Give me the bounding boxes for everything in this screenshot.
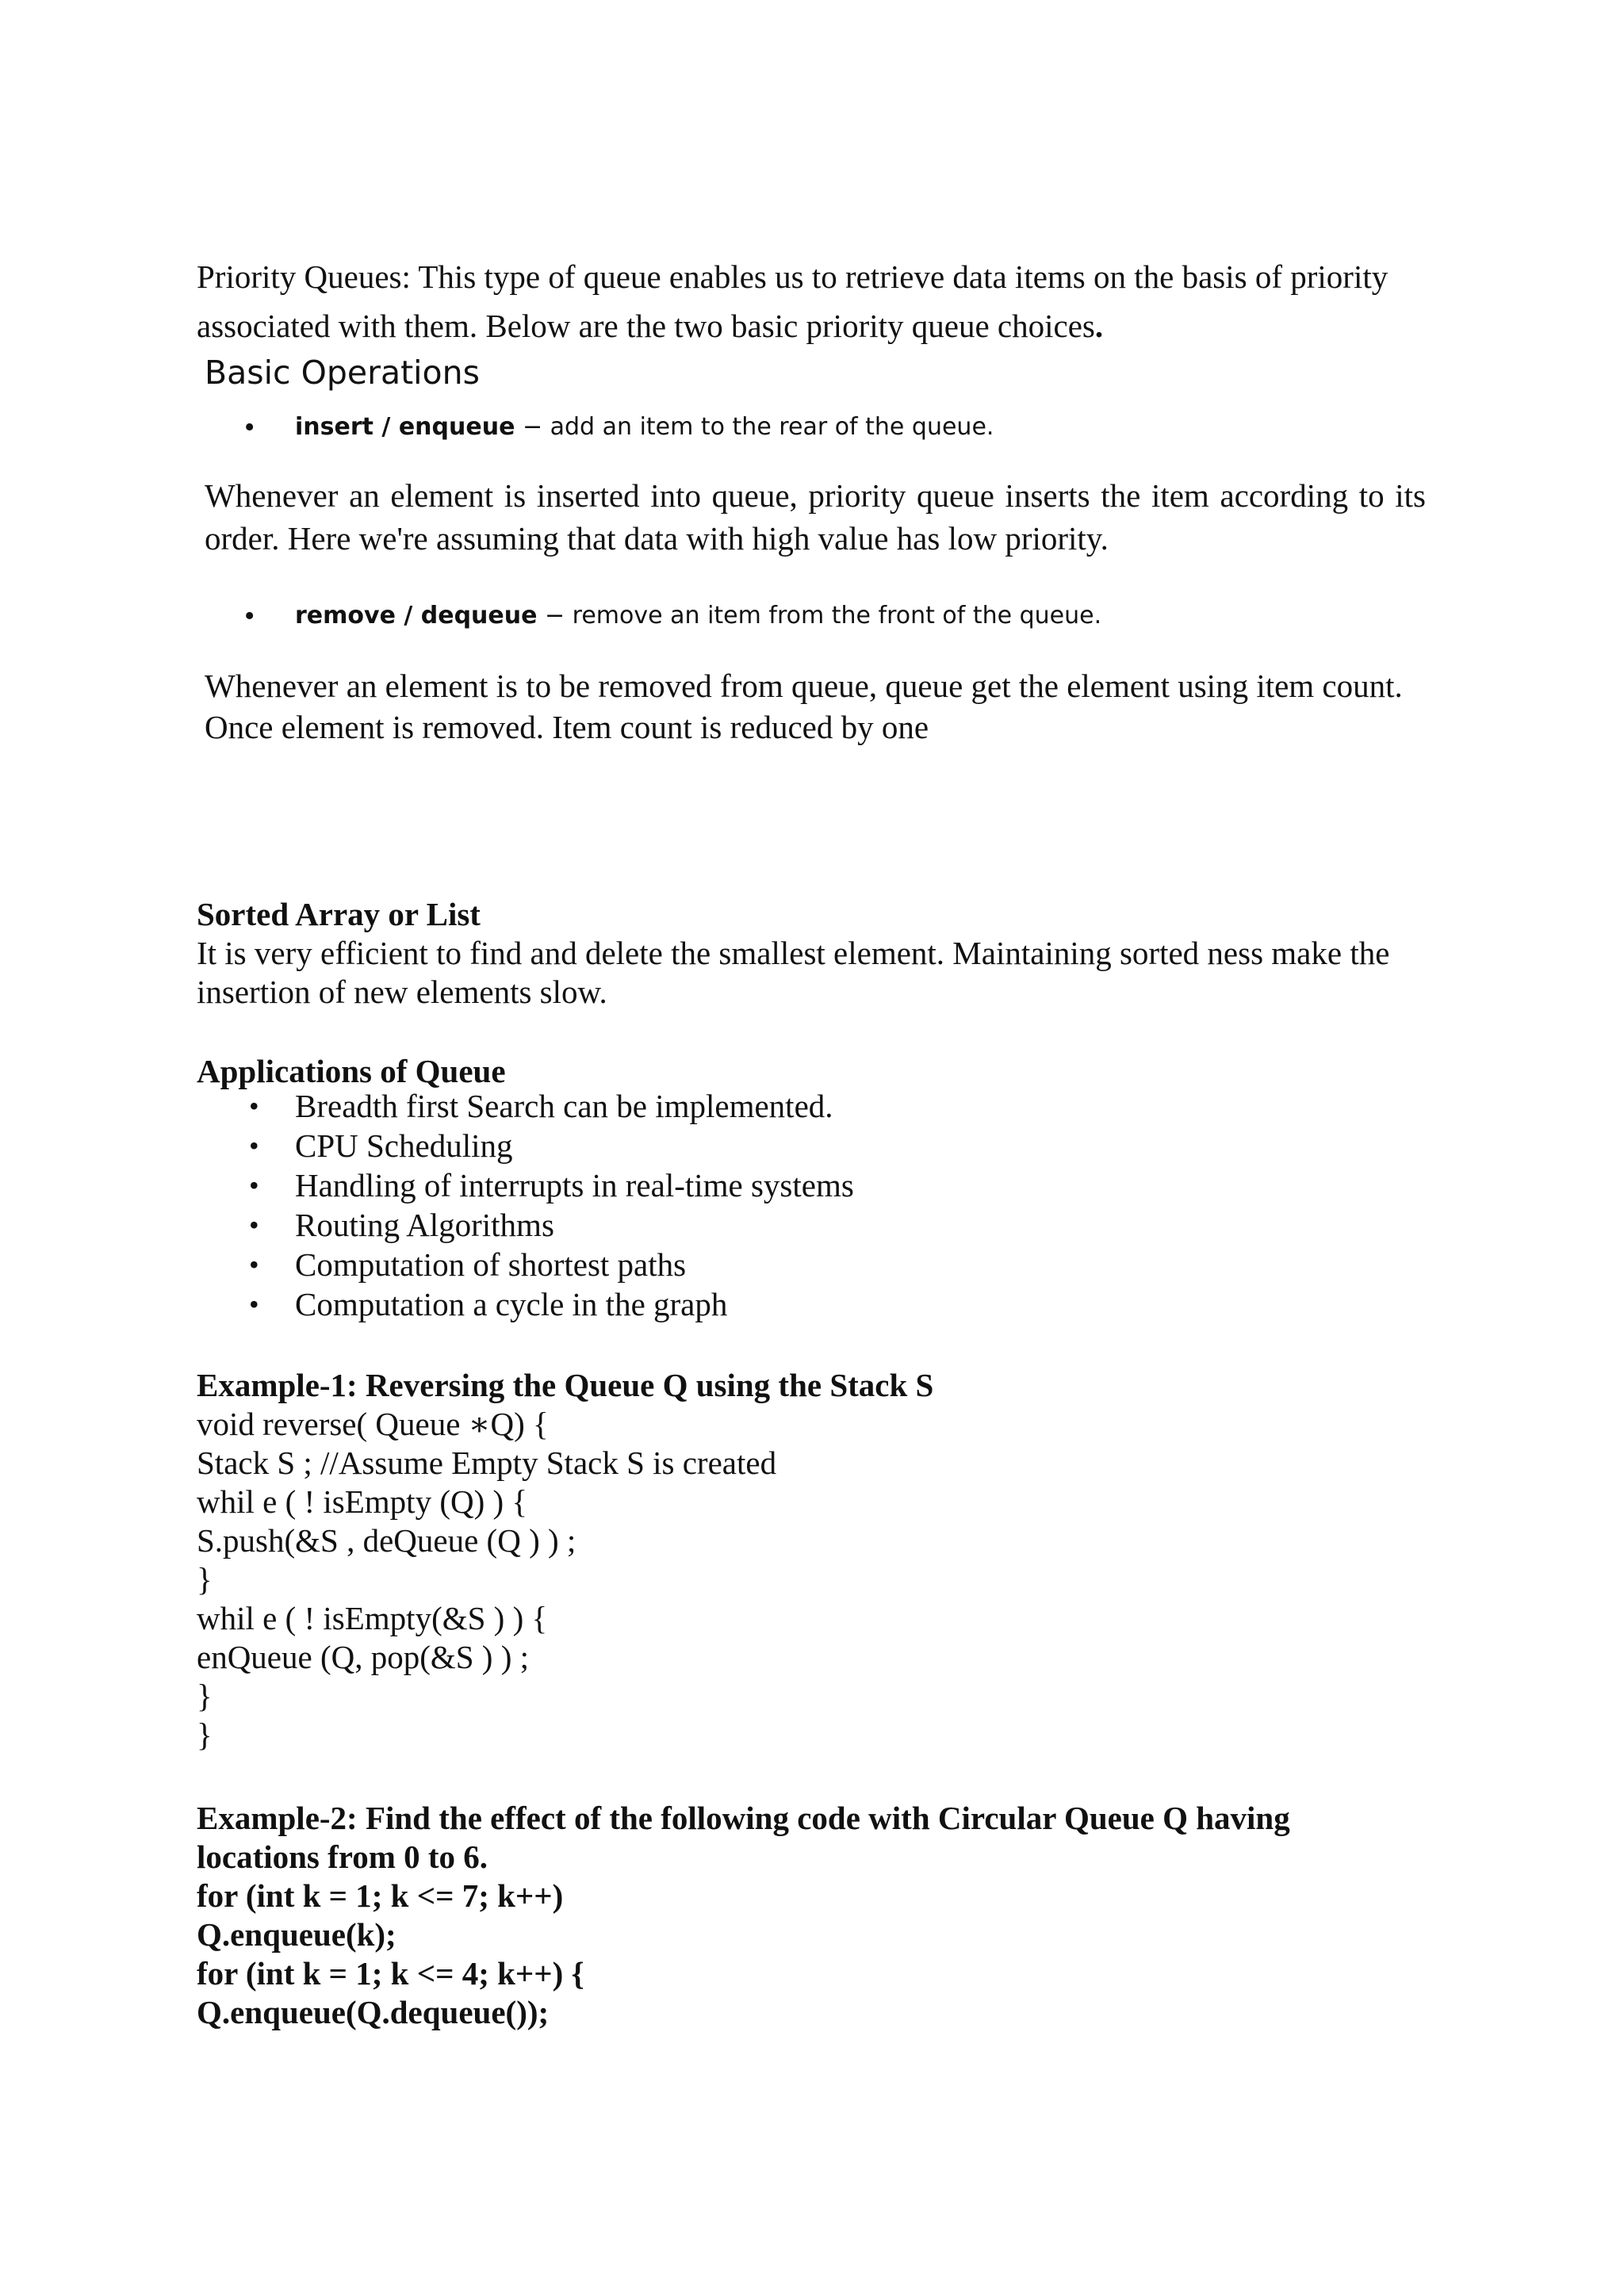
operation-description: − add an item to the rear of the queue. (515, 413, 994, 441)
code-line: } (197, 1561, 213, 1598)
intro-line-2: associated with them. Below are the two basic priority queue choices. (197, 308, 1104, 344)
bullet-icon: • (244, 599, 255, 633)
basic-operations-heading: Basic Operations (205, 354, 480, 392)
operation-description: − remove an item from the front of the queue. (537, 602, 1102, 629)
code-line: void reverse( Queue ∗Q) { (197, 1406, 549, 1442)
list-item: • CPU Scheduling (249, 1127, 513, 1164)
code-line: Q.enqueue(k); (197, 1916, 396, 1953)
code-line: Stack S ; //Assume Empty Stack S is created (197, 1445, 777, 1481)
bullet-icon: • (249, 1288, 259, 1320)
intro-line-1: Priority Queues: This type of queue enables us to retrieve data items on the basis of priority (197, 258, 1388, 295)
code-line: } (197, 1716, 213, 1753)
list-item: • Computation a cycle in the graph (249, 1286, 728, 1322)
code-line: S.push(&S , deQueue (Q ) ) ; (197, 1522, 576, 1559)
example-2-heading-line-1: Example-2: Find the effect of the following code with Circular Queue Q having (197, 1800, 1290, 1836)
example-1-heading: Example-1: Reversing the Queue Q using the Stack S (197, 1367, 934, 1403)
code-line: enQueue (Q, pop(&S ) ) ; (197, 1639, 530, 1675)
list-item: • Breadth first Search can be implemented. (249, 1088, 833, 1124)
sorted-array-heading: Sorted Array or List (197, 896, 481, 932)
bullet-icon: • (249, 1130, 259, 1161)
code-line: Q.enqueue(Q.dequeue()); (197, 1994, 550, 2030)
example-2-heading-line-2: locations from 0 to 6. (197, 1839, 488, 1875)
bullet-icon: • (249, 1169, 259, 1201)
code-line: for (int k = 1; k <= 4; k++) { (197, 1955, 584, 1992)
operation-term: insert / enqueue (295, 413, 515, 441)
operation-term: remove / dequeue (295, 602, 538, 629)
code-line: } (197, 1678, 213, 1714)
bullet-icon: • (244, 411, 255, 444)
code-line: for (int k = 1; k <= 7; k++) (197, 1877, 564, 1914)
remove-explanation-line-2: Once element is removed. Item count is reduced by one (205, 709, 929, 745)
code-line: whil e ( ! isEmpty (Q) ) { (197, 1483, 528, 1520)
intro-paragraph (197, 252, 1434, 350)
bullet-icon: • (249, 1209, 259, 1241)
applications-list (197, 1086, 854, 1324)
bullet-icon: • (249, 1090, 259, 1122)
code-line: whil e ( ! isEmpty(&S ) ) { (197, 1600, 548, 1636)
list-item: • Computation of shortest paths (249, 1246, 687, 1283)
insert-explanation: Whenever an element is inserted into queue, priority queue inserts the item according to its order. Here we're assuming that data with high value has low priority. (205, 477, 1426, 557)
bullet-icon: • (249, 1249, 259, 1280)
sorted-array-line-1: It is very efficient to find and delete the smallest element. Maintaining sorted ness make the (197, 935, 1390, 971)
list-item: • Routing Algorithms (249, 1207, 554, 1243)
list-item: • Handling of interrupts in real-time systems (249, 1167, 854, 1203)
remove-explanation-line-1: Whenever an element is to be removed from queue, queue get the element using item count. (205, 668, 1403, 704)
sorted-array-line-2: insertion of new elements slow. (197, 974, 607, 1010)
applications-heading: Applications of Queue (197, 1053, 506, 1089)
